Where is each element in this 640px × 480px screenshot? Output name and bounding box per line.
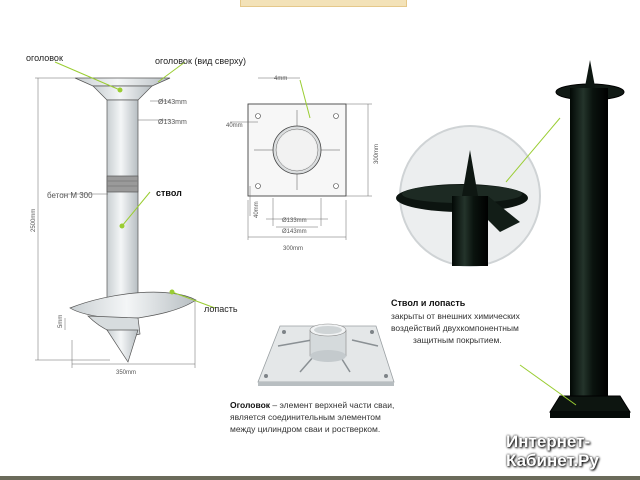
dim-hole4: 4mm — [274, 76, 288, 82]
dim-side300: 300mm — [374, 143, 380, 164]
head-top-view — [248, 104, 346, 196]
bolt-hole — [256, 114, 261, 119]
trunk-desc-line: защитным покрытием. — [413, 335, 502, 345]
head-desc-line: является соединительным элементом — [230, 412, 381, 422]
trunk-desc-line: закрыты от внешних химических — [391, 311, 520, 321]
label-trunk: ствол — [156, 188, 182, 198]
dim-off40b: 40mm — [254, 201, 260, 218]
dim-d143: Ø143mm — [158, 99, 187, 106]
base-callout — [520, 365, 576, 405]
bolt-hole — [256, 184, 261, 189]
watermark-line1: Интернет- — [506, 432, 591, 451]
concrete-band — [107, 176, 138, 192]
watermark-line2: Кабинет.Ру — [506, 451, 599, 470]
dim-d133: Ø133mm — [158, 119, 187, 126]
label-head-top-view: оголовок (вид сверху) — [155, 56, 247, 66]
head-3d-render — [258, 324, 394, 386]
blade-upper — [70, 292, 196, 318]
trunk-desc-line: воздействий двухкомпонентным — [391, 323, 519, 333]
dim-inner143: Ø143mm — [282, 229, 307, 235]
head-plate — [75, 78, 170, 86]
head-desc-line: между цилиндром сваи и ростверком. — [230, 424, 381, 434]
pile-photo — [550, 60, 630, 418]
dim-off40: 40mm — [226, 123, 243, 129]
trunk-desc-title: Ствол и лопасть — [391, 298, 466, 308]
pile-tip — [107, 330, 138, 362]
dim-pitch: 5mm — [58, 314, 64, 328]
head-cone — [93, 86, 152, 100]
dim-blade-width: 350mm — [116, 370, 137, 376]
dim-bottom300: 300mm — [283, 246, 304, 252]
dim-inner133: Ø133mm — [282, 218, 307, 224]
head-desc-title: Оголовок — [230, 400, 271, 410]
dim-length: 2500mm — [31, 208, 37, 232]
label-head: оголовок — [26, 53, 63, 63]
pile-zoom-inset — [396, 126, 540, 266]
head-desc-line1 — [230, 400, 394, 410]
head-desc-rest: – элемент верхней части сваи, — [270, 400, 395, 410]
label-blade: лопасть — [204, 304, 238, 314]
bolt-hole — [334, 114, 339, 119]
bottom-strip — [0, 476, 640, 480]
watermark — [506, 432, 634, 470]
bolt-hole — [334, 184, 339, 189]
label-concrete: бетон М 300 — [47, 191, 93, 200]
